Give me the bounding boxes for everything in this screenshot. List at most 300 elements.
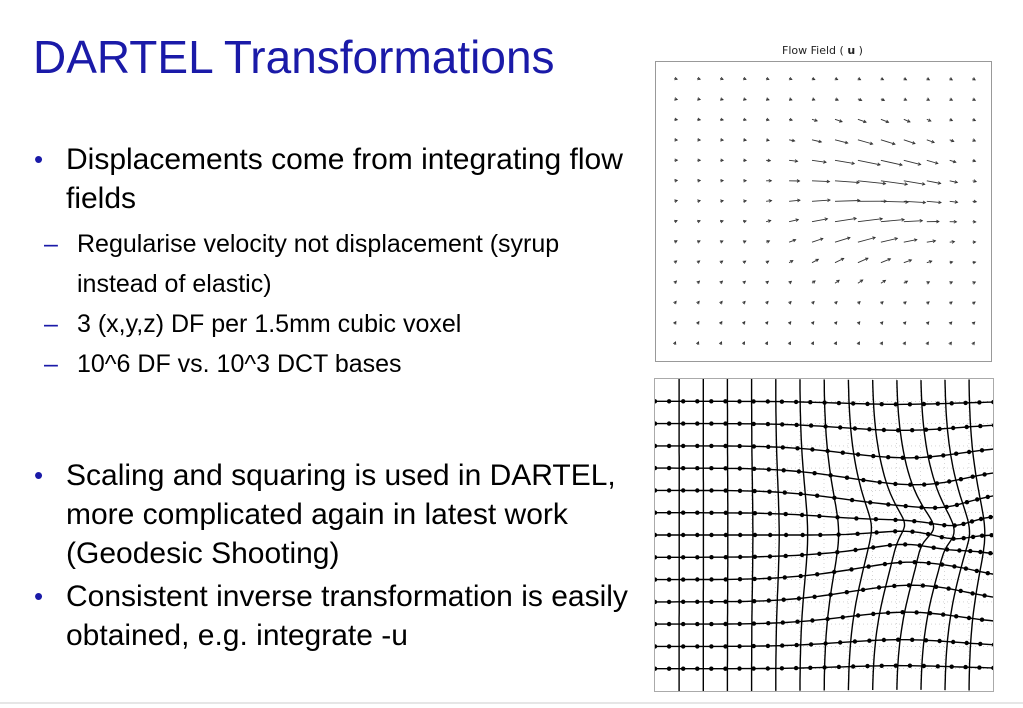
grid-point <box>952 564 956 568</box>
sub-bullet-item <box>44 304 602 344</box>
grid-point <box>893 482 897 486</box>
grid-point <box>667 444 671 448</box>
grid-point <box>738 577 742 581</box>
grid-point <box>965 641 969 645</box>
grid-point <box>809 642 813 646</box>
grid-point <box>892 584 896 588</box>
grid-point <box>963 401 967 405</box>
grid-point <box>886 611 890 615</box>
grid-point <box>709 511 713 515</box>
bullet-item <box>34 140 634 218</box>
grid-point <box>825 617 829 621</box>
grid-point <box>971 475 975 479</box>
grid-point <box>724 533 728 537</box>
deformed-grid-figure <box>654 378 994 692</box>
grid-point <box>681 600 685 604</box>
grid-point <box>882 638 886 642</box>
grid-point <box>989 533 993 537</box>
grid-point <box>766 621 770 625</box>
grid-point <box>849 567 853 571</box>
grid-point <box>723 444 727 448</box>
grid-point <box>980 534 984 538</box>
grid-point <box>752 621 756 625</box>
grid-point <box>681 622 685 626</box>
grid-point <box>967 450 971 454</box>
grid-point <box>794 643 798 647</box>
grid-point <box>667 555 671 559</box>
grid-point <box>695 466 699 470</box>
grid-point <box>818 533 822 537</box>
grid-point <box>941 453 945 457</box>
grid-point <box>695 667 699 671</box>
grid-point <box>904 504 908 508</box>
grid-point <box>681 444 685 448</box>
flow-arrow <box>812 200 830 201</box>
grid-point <box>970 519 974 523</box>
grid-point <box>767 576 771 580</box>
grid-point <box>838 425 842 429</box>
grid-point <box>709 667 713 671</box>
grid-point <box>780 666 784 670</box>
grid-point <box>781 620 785 624</box>
grid-point <box>667 600 671 604</box>
grid-point <box>837 665 841 669</box>
grid-point <box>932 546 936 550</box>
grid-point <box>988 515 992 519</box>
deformed-gridline <box>655 468 993 485</box>
grid-point <box>800 513 804 517</box>
grid-point <box>695 644 699 648</box>
grid-point <box>871 612 875 616</box>
grid-point <box>667 421 671 425</box>
slide-title: DARTEL Transformations <box>33 31 555 83</box>
grid-point <box>894 664 898 668</box>
grid-point <box>886 502 890 506</box>
grid-point <box>868 500 872 504</box>
grid-point <box>957 548 961 552</box>
grid-point <box>667 488 671 492</box>
flow-field-figure <box>650 44 995 362</box>
grid-point <box>836 532 840 536</box>
grid-point <box>797 469 801 473</box>
grid-point <box>937 639 941 643</box>
grid-point <box>865 402 869 406</box>
grid-point <box>752 644 756 648</box>
grid-point <box>709 600 713 604</box>
bullet-icon: • <box>34 460 44 490</box>
grid-point <box>738 466 742 470</box>
grid-point <box>738 599 742 603</box>
grid-point <box>724 577 728 581</box>
sub-bullet-item <box>44 224 602 304</box>
grid-point <box>667 577 671 581</box>
grid-point <box>978 424 982 428</box>
grid-point <box>853 548 857 552</box>
grid-point <box>874 530 878 534</box>
grid-point <box>950 401 954 405</box>
bullet-list <box>34 140 634 655</box>
grid-point <box>867 427 871 431</box>
grid-point <box>681 466 685 470</box>
grid-point <box>681 421 685 425</box>
flow-arrow <box>858 160 880 165</box>
grid-point <box>959 589 963 593</box>
grid-point <box>737 666 741 670</box>
grid-point <box>968 549 972 553</box>
grid-point <box>655 555 657 559</box>
grid-point <box>851 401 855 405</box>
grid-point <box>808 666 812 670</box>
grid-point <box>915 455 919 459</box>
flow-arrow <box>835 181 859 183</box>
flow-arrow <box>881 160 902 165</box>
grid-point <box>795 620 799 624</box>
grid-point <box>738 511 742 515</box>
grid-point <box>817 514 821 518</box>
grid-point <box>709 577 713 581</box>
sub-bullet-list <box>44 224 602 384</box>
flow-arrow <box>881 220 904 222</box>
grid-point <box>854 516 858 520</box>
grid-point <box>910 530 914 534</box>
grid-point <box>812 595 816 599</box>
grid-point <box>768 533 772 537</box>
grid-point <box>937 427 941 431</box>
grid-point <box>965 500 969 504</box>
grid-point <box>667 466 671 470</box>
grid-point <box>810 618 814 622</box>
bullet-text: Consistent inverse transformation is easily obtained, e.g. integrate -u <box>66 580 628 652</box>
grid-point <box>767 598 771 602</box>
grid-point <box>655 399 657 403</box>
grid-point <box>794 666 798 670</box>
grid-point <box>975 569 979 573</box>
grid-point <box>781 445 785 449</box>
bullet-item <box>34 577 634 655</box>
grid-point <box>812 471 816 475</box>
grid-point <box>962 536 966 540</box>
grid-point <box>695 533 699 537</box>
grid-point <box>910 638 914 642</box>
grid-point <box>877 585 881 589</box>
grid-point <box>768 554 772 558</box>
grid-point <box>903 542 907 546</box>
grid-point <box>737 644 741 648</box>
grid-point <box>837 401 841 405</box>
grid-point <box>695 421 699 425</box>
grid-point <box>800 553 804 557</box>
grid-point <box>886 455 890 459</box>
flow-arrow <box>835 160 854 163</box>
grid-point <box>738 489 742 493</box>
grid-point <box>823 641 827 645</box>
grid-point <box>709 644 713 648</box>
dash-icon: – <box>44 230 58 258</box>
grid-point <box>695 444 699 448</box>
flow-arrow <box>858 140 873 144</box>
grid-point <box>695 511 699 515</box>
grid-point <box>980 618 984 622</box>
grid-point <box>768 511 772 515</box>
grid-point <box>709 533 713 537</box>
grid-point <box>767 467 771 471</box>
grid-point <box>766 445 770 449</box>
grid-point <box>795 446 799 450</box>
grid-point <box>850 498 854 502</box>
grid-point <box>927 561 931 565</box>
grid-point <box>871 454 875 458</box>
grid-point <box>893 529 897 533</box>
grid-point <box>681 511 685 515</box>
deformed-grid-plot <box>655 379 993 691</box>
grid-point <box>695 555 699 559</box>
grid-point <box>867 639 871 643</box>
grid-point <box>724 488 728 492</box>
grid-point <box>667 511 671 515</box>
grid-point <box>655 466 657 470</box>
grid-point <box>709 399 713 403</box>
grid-point <box>861 588 865 592</box>
grid-point <box>681 533 685 537</box>
grid-point <box>667 667 671 671</box>
flow-arrow <box>835 238 850 243</box>
grid-point <box>667 533 671 537</box>
bullet-item <box>34 456 634 573</box>
grid-point <box>946 586 950 590</box>
grid-point <box>681 555 685 559</box>
grid-point <box>986 571 990 575</box>
grid-point <box>751 666 755 670</box>
grid-point <box>784 554 788 558</box>
bullet-icon: • <box>34 144 44 174</box>
grid-point <box>954 452 958 456</box>
grid-point <box>882 428 886 432</box>
bullet-text: Displacements come from integrating flow fields <box>66 143 623 215</box>
grid-point <box>766 666 770 670</box>
grid-point <box>724 511 728 515</box>
flow-field-title-prefix: Flow Field ( <box>782 44 848 57</box>
grid-point <box>978 642 982 646</box>
flow-field-arrows <box>656 62 991 361</box>
grid-point <box>794 400 798 404</box>
grid-point <box>655 488 657 492</box>
grid-point <box>752 467 756 471</box>
grid-point <box>753 511 757 515</box>
grid-point <box>941 612 945 616</box>
grid-point <box>978 550 982 554</box>
grid-point <box>845 476 849 480</box>
grid-point <box>766 399 770 403</box>
grid-point <box>681 488 685 492</box>
grid-point <box>780 400 784 404</box>
grid-point <box>766 644 770 648</box>
grid-point <box>782 598 786 602</box>
grid-point <box>921 583 925 587</box>
grid-point <box>874 517 878 521</box>
grid-point <box>928 611 932 615</box>
grid-point <box>667 399 671 403</box>
grid-point <box>982 472 986 476</box>
grid-point <box>723 667 727 671</box>
grid-point <box>959 477 963 481</box>
grid-point <box>924 638 928 642</box>
grid-point <box>799 574 803 578</box>
grid-point <box>724 555 728 559</box>
grid-point <box>838 640 842 644</box>
grid-point <box>880 664 884 668</box>
grid-point <box>738 444 742 448</box>
grid-point <box>907 583 911 587</box>
grid-point <box>977 400 981 404</box>
grid-point <box>752 599 756 603</box>
grid-point <box>912 519 916 523</box>
grid-point <box>951 640 955 644</box>
grid-point <box>861 478 865 482</box>
sub-bullet-text: Regularise velocity not displacement (syrup instead of elastic) <box>77 230 560 298</box>
grid-point <box>695 399 699 403</box>
grid-point <box>865 664 869 668</box>
grid-point <box>738 622 742 626</box>
grid-point <box>855 532 859 536</box>
grid-point <box>667 622 671 626</box>
grid-point <box>936 402 940 406</box>
flow-arrow <box>904 160 921 164</box>
grid-point <box>950 665 954 669</box>
grid-point <box>780 643 784 647</box>
grid-point <box>979 517 983 521</box>
grid-point <box>752 577 756 581</box>
grid-point <box>723 644 727 648</box>
grid-point <box>971 535 975 539</box>
grid-point <box>655 622 657 626</box>
grid-point <box>947 479 951 483</box>
grid-point <box>797 596 801 600</box>
grid-point <box>655 577 657 581</box>
dash-icon: – <box>44 310 58 338</box>
grid-point <box>695 488 699 492</box>
grid-point <box>655 644 657 648</box>
grid-point <box>940 535 944 539</box>
grid-point <box>988 551 992 555</box>
grid-point <box>922 664 926 668</box>
grid-point <box>835 550 839 554</box>
grid-point <box>737 422 741 426</box>
grid-point <box>991 400 993 404</box>
flow-field-title <box>650 44 995 57</box>
grid-point <box>866 564 870 568</box>
bullet-text: Scaling and squaring is used in DARTEL, more complicated again in latest work (Geodesic Shooting) <box>66 459 616 570</box>
grid-point <box>908 402 912 406</box>
grid-point <box>783 575 787 579</box>
sub-bullet-text: 3 (x,y,z) DF per 1.5mm cubic voxel <box>77 310 462 338</box>
slide-footer-rule <box>0 702 1023 704</box>
grid-point <box>809 423 813 427</box>
grid-point <box>845 590 849 594</box>
grid-point <box>841 615 845 619</box>
grid-point <box>681 399 685 403</box>
deformed-gridline <box>921 380 954 690</box>
grid-point <box>936 664 940 668</box>
grid-point <box>871 545 875 549</box>
grid-point <box>709 622 713 626</box>
flow-arrow <box>881 140 895 144</box>
grid-point <box>841 451 845 455</box>
grid-point <box>878 480 882 484</box>
grid-point <box>908 664 912 668</box>
flow-arrow <box>904 221 923 222</box>
grid-point <box>655 421 657 425</box>
grid-point <box>780 422 784 426</box>
grid-point <box>655 533 657 537</box>
flow-arrow <box>835 218 856 221</box>
flow-arrow <box>858 219 882 222</box>
flow-field-plot <box>655 61 992 362</box>
flow-arrow <box>881 238 898 242</box>
grid-point <box>723 622 727 626</box>
grid-point <box>883 562 887 566</box>
grid-point <box>856 613 860 617</box>
flow-arrow <box>858 238 875 243</box>
grid-point <box>695 600 699 604</box>
grid-point <box>815 494 819 498</box>
grid-point <box>815 572 819 576</box>
grid-point <box>980 448 984 452</box>
grid-point <box>982 593 986 597</box>
grid-point <box>681 667 685 671</box>
grid-point <box>794 423 798 427</box>
grid-point <box>893 518 897 522</box>
grid-point <box>853 639 857 643</box>
grid-point <box>782 468 786 472</box>
grid-point <box>964 566 968 570</box>
grid-point <box>963 665 967 669</box>
sub-bullet-text: 10^6 DF vs. 10^3 DCT bases <box>77 350 402 378</box>
grid-point <box>817 552 821 556</box>
sub-bullet-item <box>44 344 602 384</box>
grid-point <box>951 426 955 430</box>
grid-point <box>910 428 914 432</box>
grid-point <box>900 610 904 614</box>
grid-point <box>723 466 727 470</box>
grid-point <box>681 644 685 648</box>
grid-point <box>737 399 741 403</box>
grid-point <box>655 444 657 448</box>
grid-point <box>753 533 757 537</box>
grid-point <box>975 497 979 501</box>
grid-point <box>977 665 981 669</box>
grid-point <box>942 523 946 527</box>
bullet-icon: • <box>34 581 44 611</box>
grid-point <box>898 560 902 564</box>
grid-point <box>667 644 671 648</box>
grid-point <box>738 555 742 559</box>
grid-point <box>655 511 657 515</box>
grid-point <box>784 533 788 537</box>
grid-point <box>888 543 892 547</box>
grid-point <box>738 533 742 537</box>
grid-point <box>965 425 969 429</box>
grid-point <box>709 488 713 492</box>
grid-point <box>986 495 990 499</box>
grid-point <box>933 506 937 510</box>
grid-point <box>880 402 884 406</box>
grid-point <box>695 622 699 626</box>
grid-point <box>828 593 832 597</box>
grid-point <box>856 452 860 456</box>
grid-point <box>695 577 699 581</box>
grid-point <box>767 490 771 494</box>
grid-point <box>896 638 900 642</box>
